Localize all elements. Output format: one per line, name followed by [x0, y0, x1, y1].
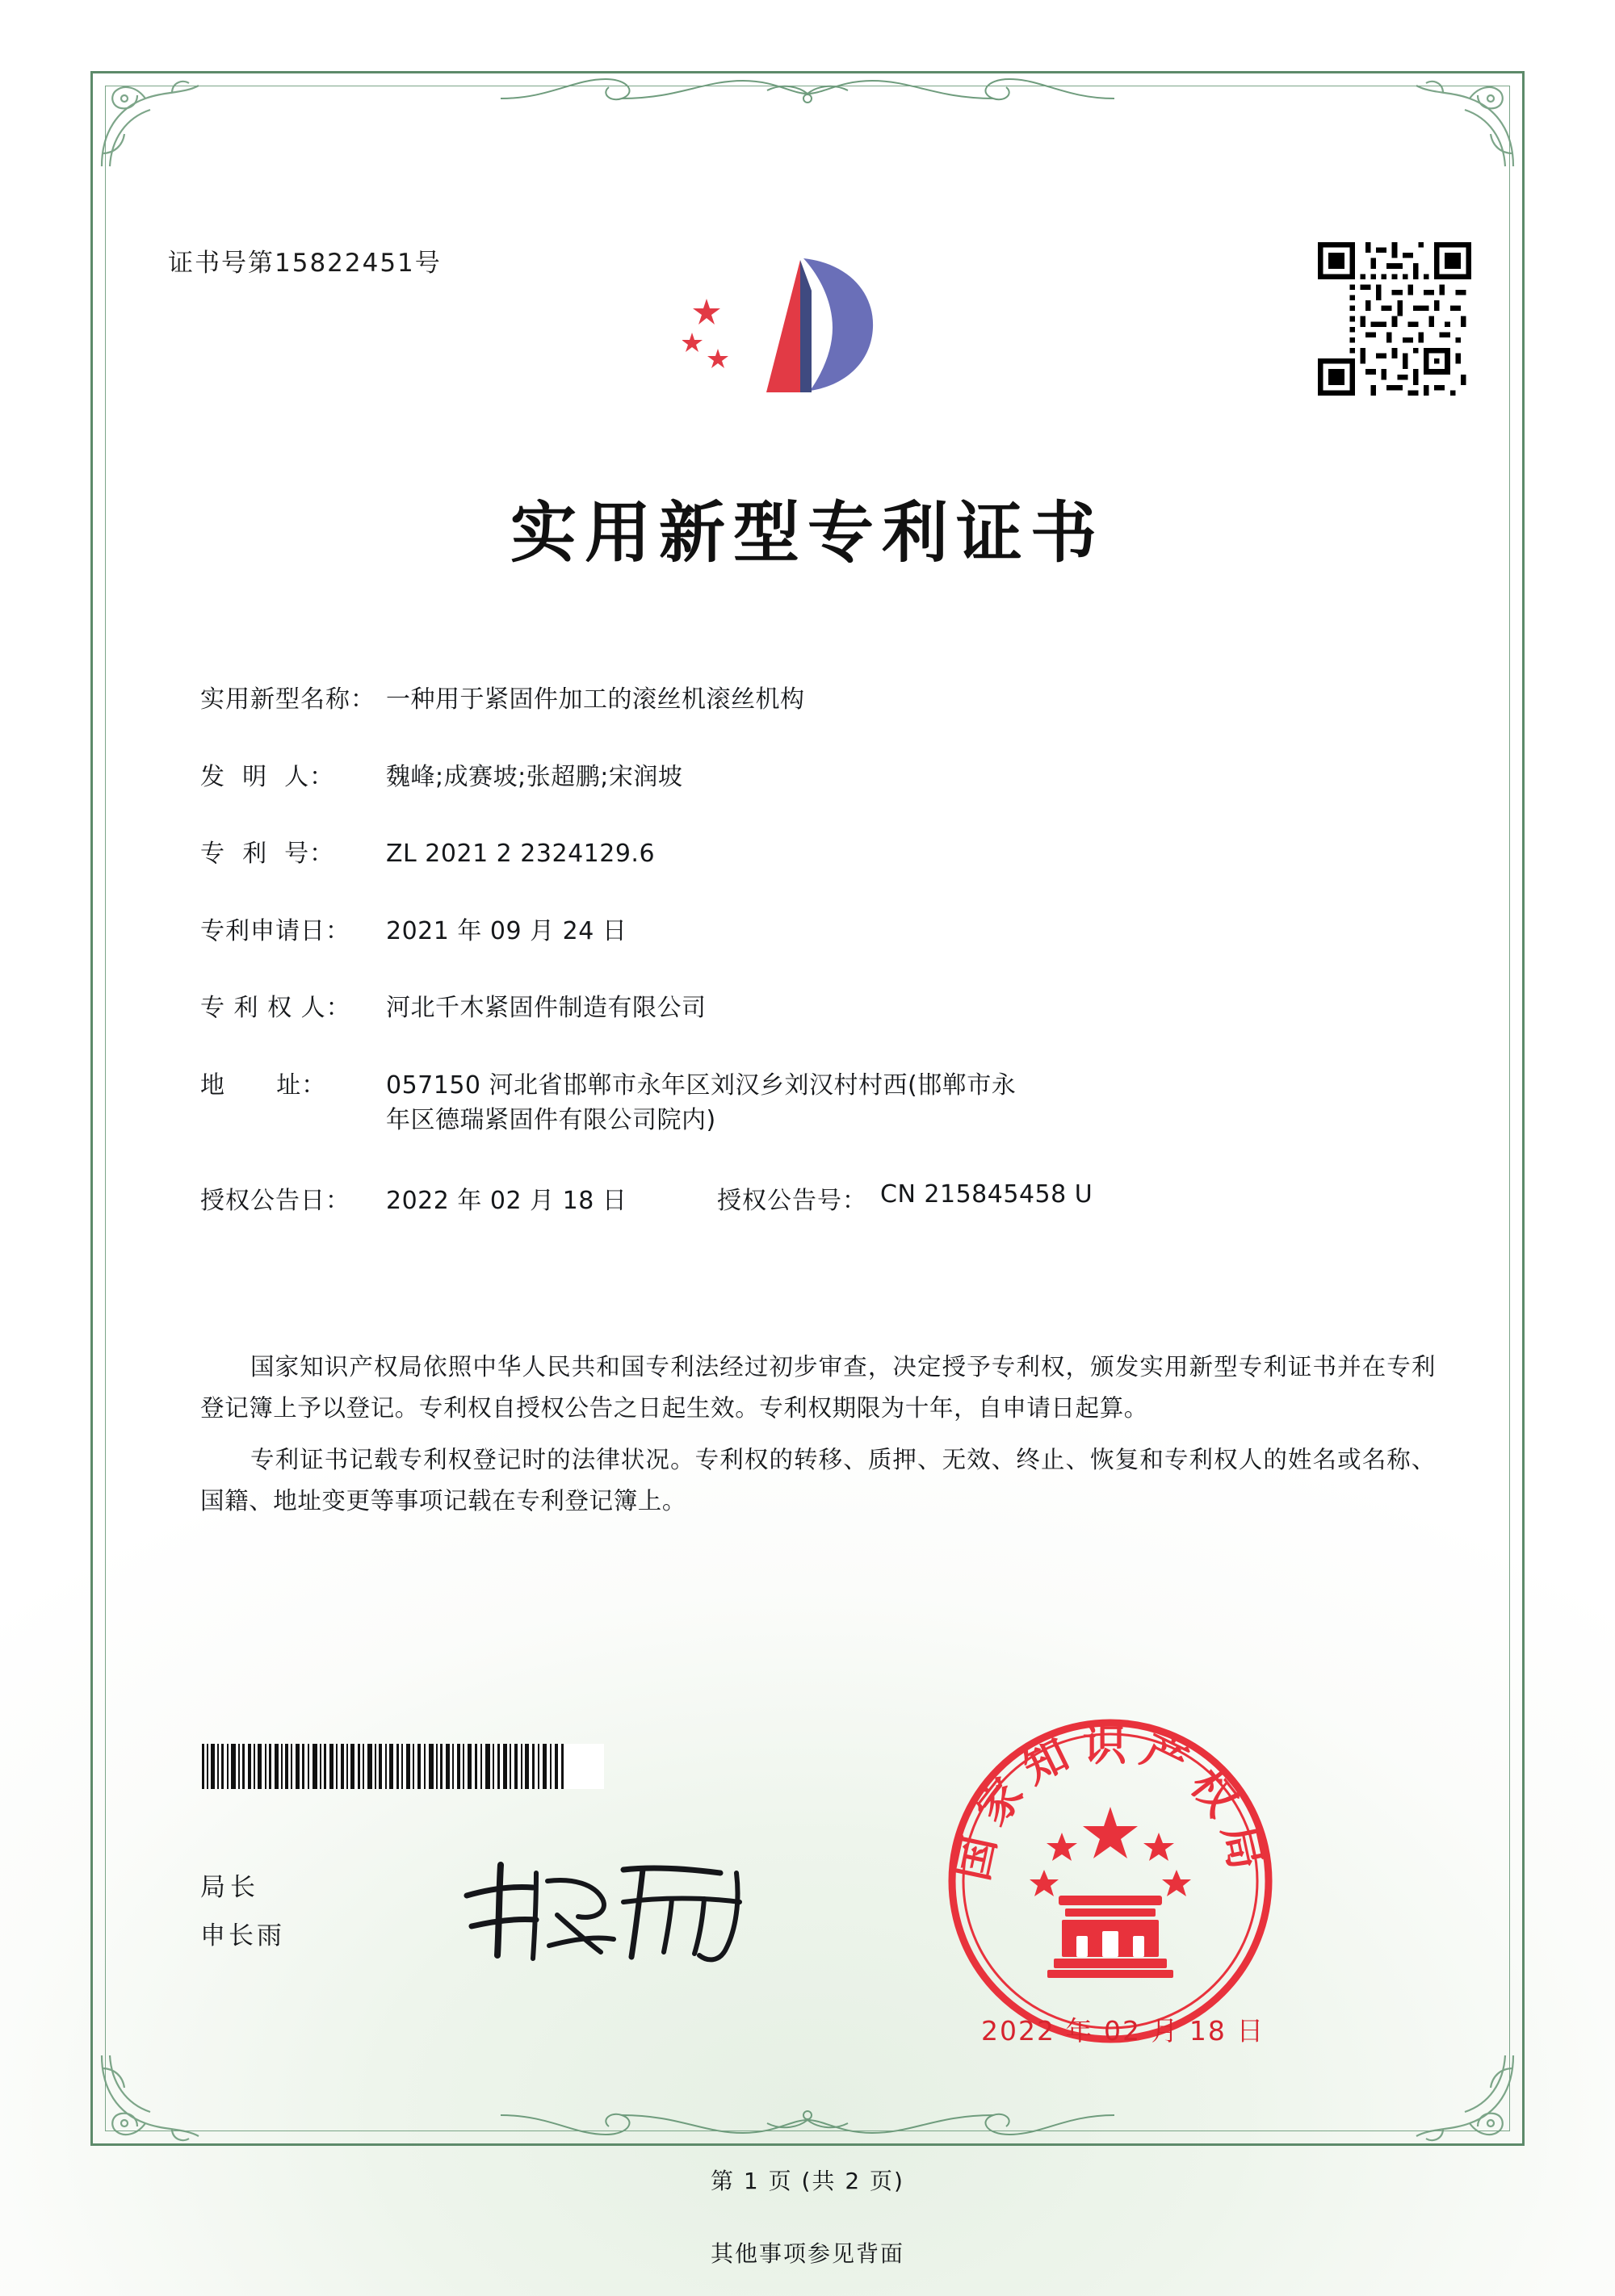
field-value: 一种用于紧固件加工的滚丝机滚丝机构 [386, 685, 805, 714]
top-scroll-ornament-icon [501, 66, 1114, 115]
field-patentee [200, 991, 1428, 1026]
field-address [200, 1068, 1428, 1138]
field-value: 河北千木紧固件制造有限公司 [386, 994, 707, 1022]
field-label: 专 利 权 人： [200, 994, 351, 1022]
field-grant-number [717, 1180, 1093, 1216]
director-signature-icon [452, 1849, 791, 1970]
field-label: 实用新型名称： [200, 685, 375, 714]
field-inventors [200, 760, 1428, 795]
page-title: 实用新型专利证书 [510, 494, 1105, 572]
corner-ornament-icon [95, 2049, 216, 2146]
field-label: 授权公告日： [200, 1186, 350, 1215]
director-label: 局长 [200, 1873, 260, 1902]
address-line-2: 年区德瑞紧固件有限公司院内) [386, 1106, 716, 1134]
field-list [200, 682, 1428, 1248]
legal-text-block [200, 1347, 1436, 1533]
field-patent-number [200, 836, 1428, 872]
paragraph-2: 专利证书记载专利权登记时的法律状况。专利权的转移、质押、无效、终止、恢复和专利权人的姓名或名称、国籍、地址变更等事项记载在专利登记簿上。 [200, 1446, 1436, 1515]
seal-date: 2022 年 02 月 18 日 [981, 2015, 1265, 2047]
corner-ornament-icon [95, 76, 216, 173]
qr-code [1318, 242, 1471, 396]
field-label: 专利申请日： [200, 916, 350, 945]
field-grant-date [200, 1180, 717, 1216]
address-line-1: 057150 河北省邯郸市永年区刘汉乡刘汉村村西(邯郸市永 [386, 1070, 1017, 1100]
field-value: ZL 2021 2 2324129.6 [386, 840, 656, 868]
field-utility-model-name [200, 682, 1428, 718]
field-label: 地 址： [200, 1070, 327, 1100]
barcode [200, 1744, 604, 1789]
field-grant-row [200, 1180, 1428, 1216]
cnipa-logo-icon [682, 242, 917, 420]
svg-text:国家知识产权局: 国家知识产权局 [946, 1719, 1275, 1885]
field-value-multiline [386, 1068, 1428, 1138]
corner-ornament-icon [1399, 76, 1520, 173]
field-value: 2022 年 02 月 18 日 [386, 1186, 627, 1215]
corner-ornament-icon [1399, 2049, 1520, 2146]
field-value: 魏峰;成赛坡;张超鹏;宋润坡 [386, 762, 683, 791]
field-value: 2021 年 09 月 24 日 [386, 916, 627, 945]
official-seal [941, 1712, 1280, 2051]
field-label: 专 利 号： [200, 840, 335, 868]
page-number: 第 1 页 (共 2 页) [711, 2168, 904, 2194]
field-label: 授权公告号： [717, 1186, 867, 1215]
field-application-date [200, 914, 1428, 949]
bottom-scroll-ornament-icon [501, 2099, 1114, 2147]
back-side-note: 其他事项参见背面 [710, 2240, 904, 2267]
paragraph-1: 国家知识产权局依照中华人民共和国专利法经过初步审查，决定授予专利权，颁发实用新型专利证书并在专利登记簿上予以登记。专利权自授权公告之日起生效。专利权期限为十年，自申请日起算。 [200, 1353, 1436, 1422]
certificate-number: 证书号第15822451号 [168, 249, 442, 278]
director-name: 申长雨 [200, 1921, 285, 1950]
field-label: 发 明 人： [200, 762, 335, 791]
field-value: CN 215845458 U [880, 1179, 1093, 1209]
